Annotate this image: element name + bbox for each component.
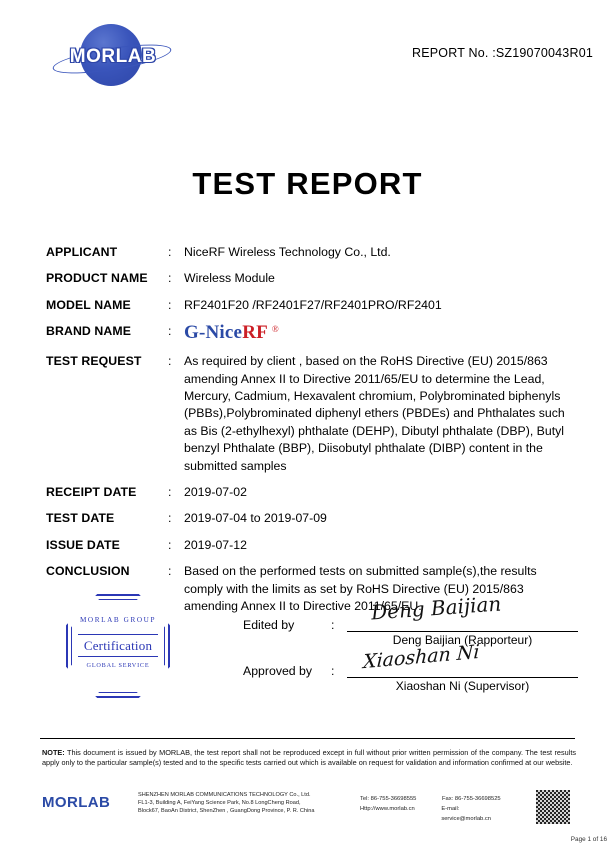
page-number: Page 1 of 16 <box>570 836 607 843</box>
note-text: This document is issued by MORLAB, the test report shall not be reproduced except in full without prior written permission of the company. The test results apply only to the particular sample(s) tested and to the specific tests carried out which is available on request for validation and information confirmed at our website. <box>42 748 576 768</box>
field-label: TEST DATE <box>46 511 115 526</box>
contact-tel: Tel: 86-755-36698555 <box>360 796 417 802</box>
field-issue-date <box>46 537 574 554</box>
note-prefix: NOTE: <box>42 748 65 757</box>
qr-code-icon <box>536 790 570 824</box>
signature-row-edited-by <box>243 591 578 647</box>
field-colon: : <box>168 297 172 312</box>
field-label: ISSUE DATE <box>46 537 120 552</box>
gnicerf-brand-logo <box>184 322 279 344</box>
address-line: FL1-3, Building A, FeiYang Science Park, No.8 LongCheng Road, <box>138 800 301 807</box>
contact-line-web <box>360 804 510 824</box>
field-label: CONCLUSION <box>46 564 130 579</box>
field-value: RF2401F20 /RF2401F27/RF2401PRO/RF2401 <box>184 297 442 312</box>
signature-handwriting: Xiaoshan Ni <box>362 640 481 674</box>
footer-morlab-logo: MORLAB <box>42 794 111 811</box>
field-colon: : <box>168 245 172 259</box>
morlab-logo <box>52 22 172 88</box>
signature-line <box>347 631 578 632</box>
report-fields <box>46 244 574 625</box>
page-header <box>0 18 615 96</box>
field-value: 2019-07-04 to 2019-07-09 <box>184 511 327 526</box>
field-receipt-date <box>46 484 574 501</box>
field-label: RECEIPT DATE <box>46 485 137 500</box>
field-product-name <box>46 270 574 287</box>
signature-name: Deng Baijian (Rapporteur) <box>392 633 533 647</box>
field-test-request <box>46 353 574 475</box>
brand-blue-text: G-Nice <box>184 322 243 344</box>
address-line: SHENZHEN MORLAB COMMUNICATIONS TECHNOLOGY Co., Ltd. <box>138 792 311 798</box>
field-value: Based on the performed tests on submitted sample(s),the results comply with the limits as set by RoHS Directive (EU) 2015/863 amending Annex II to Directive 2011/65/EU. <box>184 564 537 614</box>
field-label: PRODUCT NAME <box>46 271 148 286</box>
field-value: As required by client , based on the RoHS Directive (EU) 2015/863 amending Annex II to Directive 2011/65/EU to determine the Lead, Mercury, Cadmium, Hexavalent chromium, Polybrominated biphenyls (PBBs),Polybrominated diphenyl ethers (PBDEs) and Phthalates such as Bis (2-ethylhexyl) phthalate (DEHP), Dibutyl phthalate (DBP), Butyl benzyl Phthalate (BBP), Diisobutyl phthalate (DIBP) content in the submitted samples <box>184 354 565 473</box>
signature-label: Approved by <box>243 664 313 678</box>
registered-trademark-icon: ® <box>271 324 279 335</box>
field-applicant <box>46 244 574 261</box>
seal-bottom-text: GLOBAL SERVICE <box>86 662 150 669</box>
field-brand-name <box>46 323 574 344</box>
field-colon: : <box>168 324 172 339</box>
field-colon: : <box>168 564 172 579</box>
morlab-logo-text: MORLAB <box>69 46 157 67</box>
signature-line <box>347 677 578 678</box>
contact-email[interactable]: E-mail: service@morlab.cn <box>441 806 492 822</box>
field-value: 2019-07-12 <box>184 537 247 552</box>
footer-contact <box>360 794 510 824</box>
contact-fax: Fax: 86-755-36698525 <box>442 796 501 802</box>
signature-label: Edited by <box>243 618 295 632</box>
field-colon: : <box>168 354 172 369</box>
field-value: Wireless Module <box>184 271 275 286</box>
contact-line-phone <box>360 794 510 804</box>
field-value: 2019-07-02 <box>184 485 247 500</box>
report-number: REPORT No. :SZ19070043R01 <box>411 46 593 60</box>
signature-block <box>243 591 578 693</box>
signature-colon: : <box>331 664 335 678</box>
signature-name: Xiaoshan Ni (Supervisor) <box>395 679 530 693</box>
field-model-name <box>46 297 574 314</box>
field-label: MODEL NAME <box>46 297 131 312</box>
field-label: APPLICANT <box>46 245 118 259</box>
footer-note <box>42 748 576 769</box>
field-value: NiceRF Wireless Technology Co., Ltd. <box>184 245 391 259</box>
field-colon: : <box>168 537 172 552</box>
signature-colon: : <box>331 618 335 632</box>
footer-company-block <box>42 790 576 840</box>
field-label: TEST REQUEST <box>46 354 142 369</box>
seal-center-text: Certification <box>83 638 153 653</box>
page-title: TEST REPORT <box>192 166 423 201</box>
seal-top-text: MORLAB GROUP <box>79 616 157 624</box>
footer-divider <box>40 738 575 739</box>
brand-red-text: RF <box>242 322 268 344</box>
signature-handwriting: Deng Baijian <box>370 591 503 625</box>
field-colon: : <box>168 511 172 526</box>
certification-seal-stamp <box>66 594 170 698</box>
contact-website[interactable]: Http://www.morlab.cn <box>360 806 415 812</box>
field-colon: : <box>168 485 172 500</box>
address-line: Block67, BaoAn District, ShenZhen , GuangDong Province, P. R. China <box>138 808 315 815</box>
field-value <box>184 323 574 344</box>
seal-divider-top <box>78 634 158 635</box>
field-label: BRAND NAME <box>46 324 132 339</box>
seal-divider-bottom <box>78 656 158 657</box>
footer-address <box>138 791 353 816</box>
field-test-date <box>46 510 574 527</box>
field-colon: : <box>168 271 172 286</box>
